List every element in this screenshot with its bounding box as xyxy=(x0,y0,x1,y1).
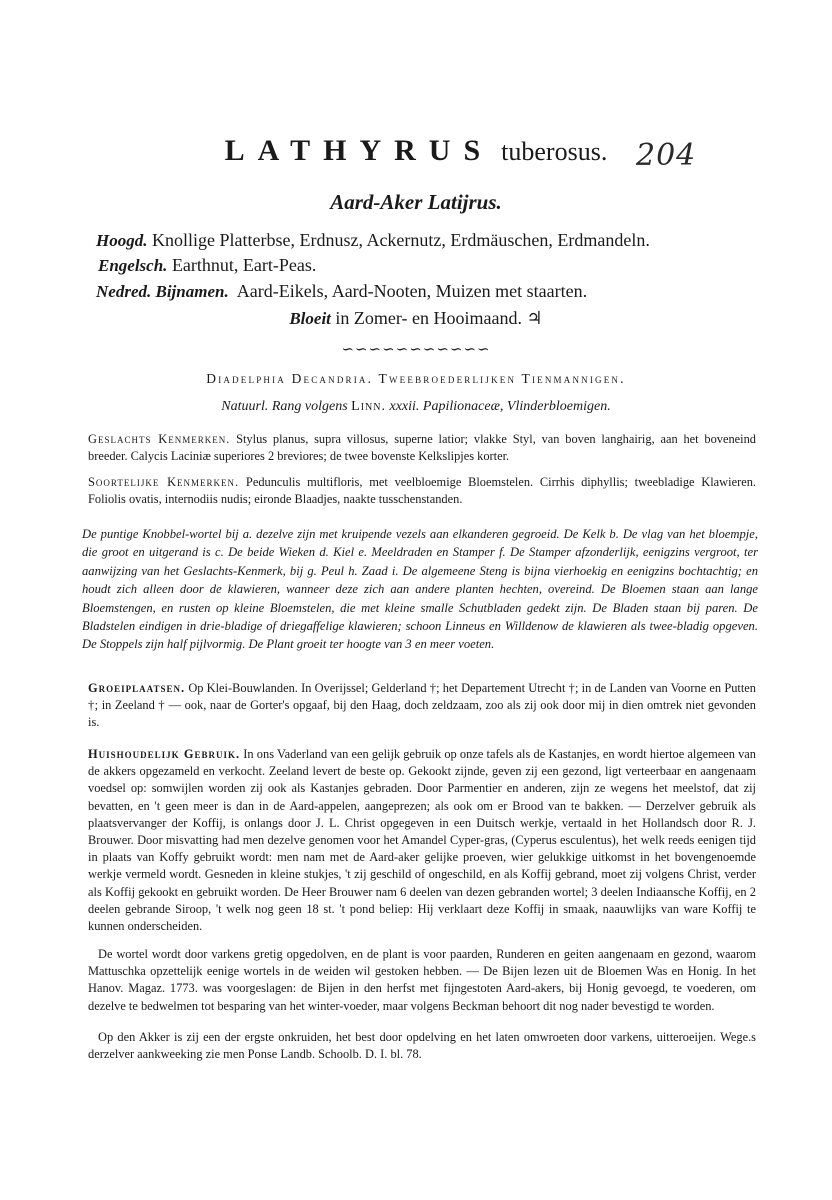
name-text: Earthnut, Eart-Peas. xyxy=(171,255,317,275)
genus-name: LATHYRUS xyxy=(224,134,494,167)
section-text: Op Klei-Bouwlanden. In Overijssel; Gelderland †; het Departement Utrecht †; in de Landen van Voorne en Putten †; in Zeeland † — ook, naar de Gorter's opgaaf, bij den Haag, doch zeldzaam, zoo als zij ook door mij in dien omtrek niet gevonden is. xyxy=(88,681,756,730)
huishoudelijk-gebruik-section xyxy=(88,746,756,935)
name-label: Engelsch. xyxy=(98,256,168,275)
groeiplaatsen-section xyxy=(88,680,756,732)
section-text: Pedunculis multifloris, met veelbloemige Bloemstelen. Cirrhis diphyllis; tweebladige Klawieren. Foliolis ovatis, internodiis nudis; eironde Blaadjes, naakte tusschenstanden. xyxy=(88,475,756,507)
varkens-bijen-paragraph: De wortel wordt door varkens gretig opgedolven, en de plant is voor paarden, Runderen en geiten aangenaam en gezond, waarom Mattuschka opzettelijk eenige wortels in de weiden wil gestoken hebben. — De Bijen lezen uit de Bloemen Was en Honig. In het Hanov. Magaz. 1773. was voorgeslagen: de Bijen in den herfst met fijngestoten Aard-akers, bij Honig gevoegd, te voederen, om dezelve te bedwelmen tot besparing van het winter-voeder, maar volgens Beckman behoort dit nog nader bevestigd te worden. xyxy=(88,947,756,1013)
rang-rest: xxxii. Papilionaceæ, Vlinderbloemigen. xyxy=(389,399,611,414)
bloei-text: in Zomer- en Hooimaand. ♃ xyxy=(335,308,543,328)
soortelijke-kenmerken xyxy=(88,474,756,508)
classification-line: Diadelphia Decandria. Tweebroederlijken Tienmannigen. xyxy=(206,371,626,386)
rang-prefix: Natuurl. Rang volgens xyxy=(221,399,348,414)
species-name: tuberosus. xyxy=(501,137,608,166)
section-label: Geslachts Kenmerken. xyxy=(88,432,231,446)
rang-author: Linn. xyxy=(351,399,386,414)
name-text: Aard-Eikels, Aard-Nooten, Muizen met staarten. xyxy=(236,281,588,301)
name-line-engelsch xyxy=(98,255,316,276)
section-text: In ons Vaderland van een gelijk gebruik op onze tafels als de Kastanjes, en wordt hiertoe algemeen van de akkers opgezameld en verkocht. Zeeland levert de beste op. Gekookt zijnde, geven zij een gezond, ligt verteerbaar en aangenaam voedsel op: somwijlen worden zij ook als Kastanjes gebraden. Door Parmentier en anderen, zijn ze wegens het meelstof, dat zij bevatten, en 't geen meer is dan in de Aard-appelen, aangeprezen; als ook om er Brood van te bakken. — Derzelver gebruik als plaatsvervanger der Koffij, is onlangs door J. L. Christ opgegeven in een Duitsch werkje, vertaald in het Hollandsch door R. J. Brouwer. Door misvatting had men dezelve genomen voor het Amandel Cyper-gras, (Cyperus esculentus), het welk reeds eenigen tijd in plaats van Koffy gebruikt wordt: men nam met de Aard-aker gelijke proeven, wier gelukkige uitkomst in het bovengenoemde werkje vermeld wordt. Gesneden in kleine stukjes, 't zij geschild of ongeschild, en als Koffij gebrand, moet zij volgens Christ, verder als Koffij gekookt en gebruikt worden. De Heer Brouwer nam 6 deelen van dezen gebranden wortel; 3 deelen Indiaansche Koffij, en 2 deelen gebrande Siroop, 't welk nog geen 18 st. 't pond beliep: Hij verklaart deze Koffij in smaak, naauwlijks van ware Koffij te kunnen onderscheiden. xyxy=(88,747,756,934)
page-title xyxy=(0,134,832,168)
bloei-label: Bloeit xyxy=(289,309,331,328)
geslachts-kenmerken xyxy=(88,431,756,465)
name-line-nedred xyxy=(96,281,587,302)
akker-paragraph: Op den Akker is zij een der ergste onkruiden, het best door opdelving en het laten omwroeten door varkens, uitteroeijen. Wege.s derzelver aankweeking zie men Ponse Landb. Schoolb. D. I. bl. 78. xyxy=(88,1030,756,1062)
plant-description: De puntige Knobbel-wortel bij a. dezelve zijn met kruipende vezels aan elkanderen gegroeid. De Kelk b. De vlag van het bloempje, die groot en uitgerand is c. De beide Wieken d. Kiel e. Meeldraden en Stamper f. De Stamper afzonderlijk, eenigzins vergroot, ter aanwijzing van het Geslachts-Kenmerk, bij g. Peul h. Zaad i. De algemeene Steng is bijna vierhoekig en eenigzins bochtachtig; en houdt zich alleen door de klawieren, wanneer deze zich aan andere planten hechten, overeind. De Bloemen staan aan lange Bloemstengen, en rusten op kleine Bloemstelen, die met kleine smalle Schutbladen gedekt zijn. De Bladen staan bij paren. De Bladstelen eindigen in drie-bladige of driegaffelige klawieren; schoon Linneus en Willdenow de klawieren als twee-bladig opgeven. De Stoppels zijn half pijlvormig. De Plant groeit ter hoogte van 3 en meer voeten. xyxy=(82,527,758,652)
name-label: Nedred. Bijnamen. xyxy=(96,282,229,301)
ornament-divider: ∽∽∽∽∽∽∽∽∽∽∽ xyxy=(341,342,491,358)
dutch-common-name: Aard-Aker Latijrus. xyxy=(330,190,502,214)
section-text: Stylus planus, supra villosus, superne latior; vlakke Styl, van boven langhairig, aan het boveneind breeder. Calycis Laciniæ superiores 2 breviores; de twee bovenste Kelkslipjes korter. xyxy=(88,432,756,464)
bloei-line xyxy=(0,308,832,329)
section-label: Soortelijke Kenmerken. xyxy=(88,475,240,489)
section-label: Groeiplaatsen. xyxy=(88,681,186,695)
handwritten-page-number: 204 xyxy=(636,138,697,173)
section-label: Huishoudelijk Gebruik. xyxy=(88,747,241,761)
natural-rank-line xyxy=(0,399,832,415)
name-label: Hoogd. xyxy=(96,231,148,250)
name-line-hoogd xyxy=(96,230,650,251)
name-text: Knollige Platterbse, Erdnusz, Ackernutz, Erdmäuschen, Erdmandeln. xyxy=(151,230,650,250)
